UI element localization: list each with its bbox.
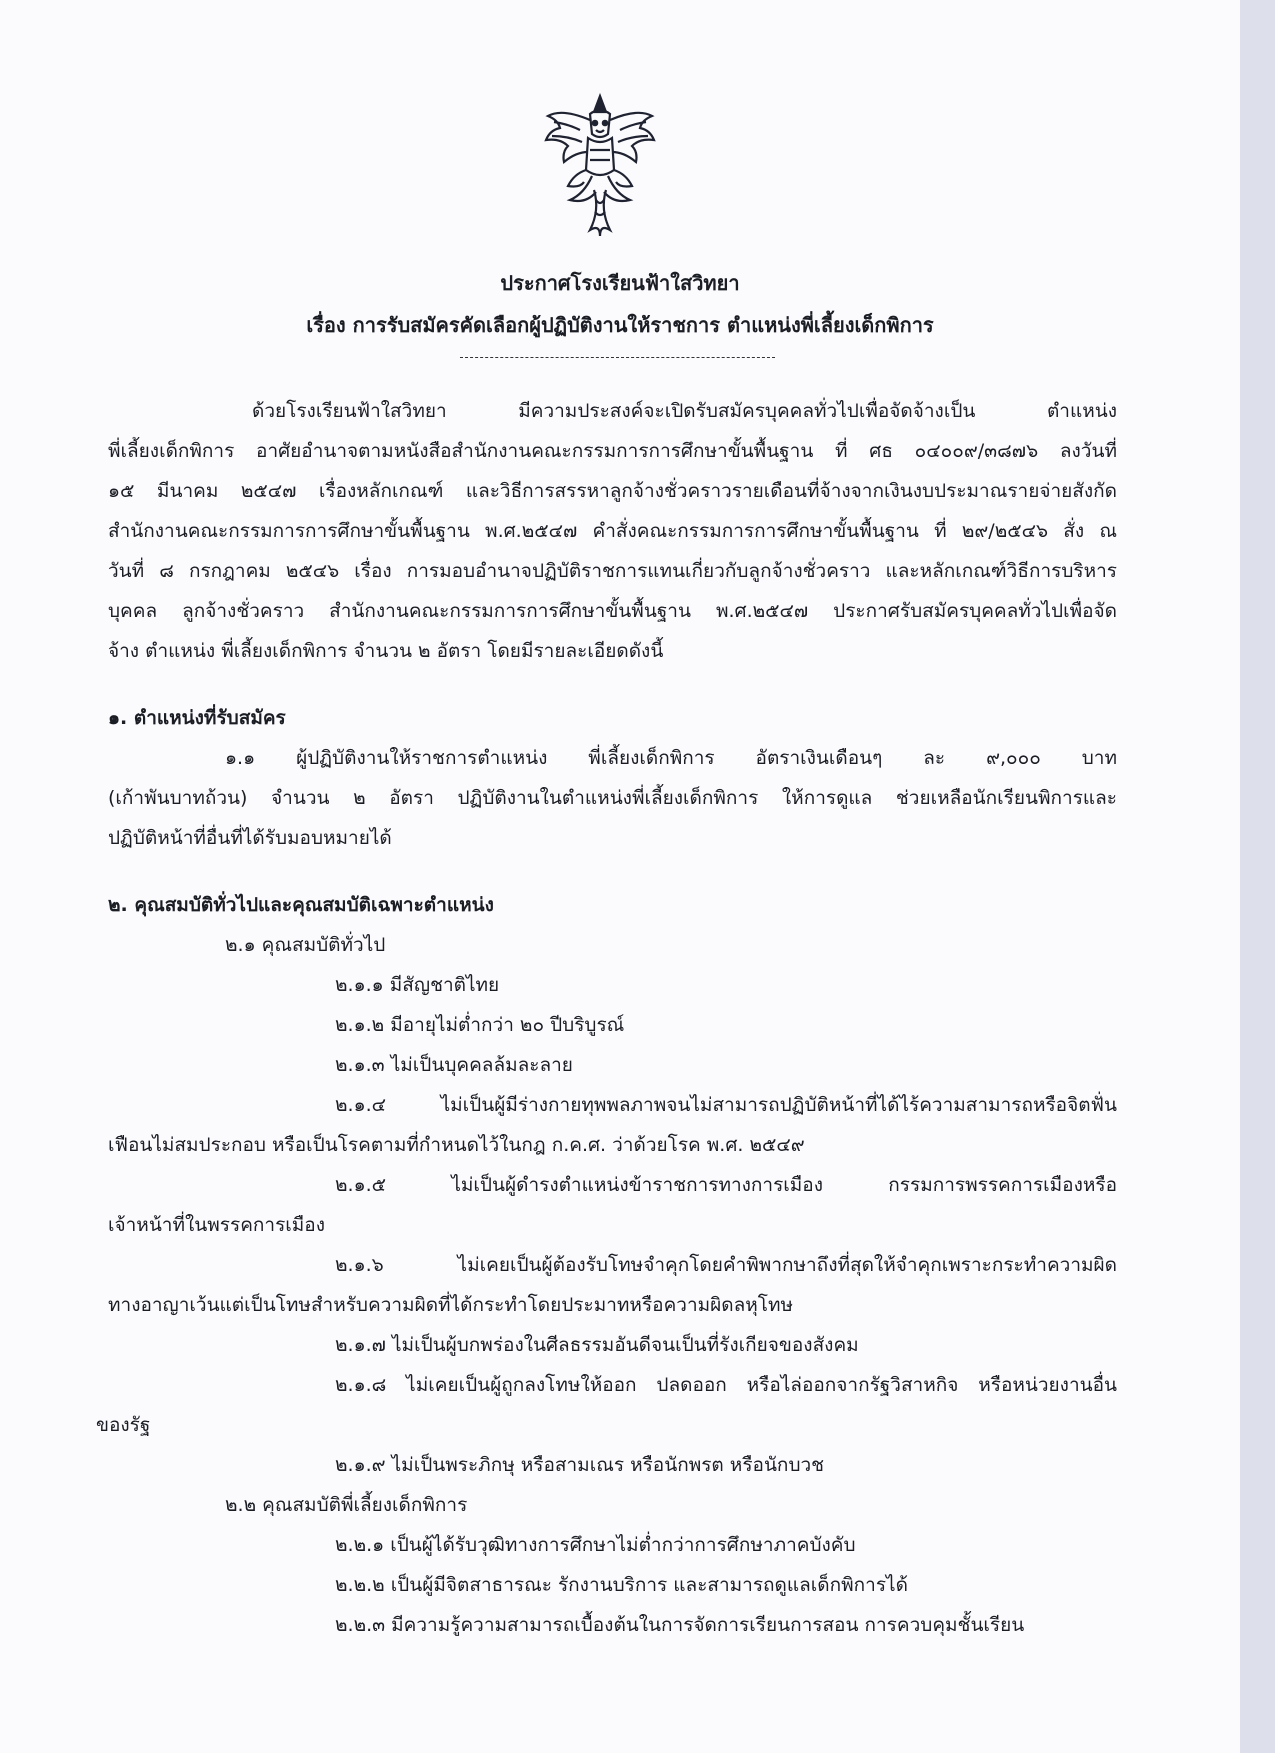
qualification-item: ๒.๒.๓ มีความรู้ความสามารถเบื้องต้นในการจัดการเรียนการสอน การควบคุมชั้นเรียน — [335, 1614, 1025, 1636]
title-divider — [460, 357, 775, 358]
section-1-heading: ๑. ตำแหน่งที่รับสมัคร — [108, 707, 286, 729]
qualification-item: ๒.๑.๔ ไม่เป็นผู้มีร่างกายทุพพลภาพจนไม่สามารถปฏิบัติหน้าที่ได้ไร้ความสามารถหรือจิตฟั่น — [335, 1094, 1117, 1116]
section-1-line: (เก้าพันบาทถ้วน) จำนวน ๒ อัตรา ปฏิบัติงานในตำแหน่งพี่เลี้ยงเด็กพิการ ให้การดูแล ช่วยเหลือนักเรียนพิการและ — [108, 787, 1117, 809]
qualification-item: ๒.๑.๘ ไม่เคยเป็นผู้ถูกลงโทษให้ออก ปลดออก หรือไล่ออกจากรัฐวิสาหกิจ หรือหน่วยงานอื่น — [335, 1374, 1117, 1396]
qualification-item-continued: ทางอาญาเว้นแต่เป็นโทษสำหรับความผิดที่ได้กระทำโดยประมาทหรือความผิดลหุโทษ — [108, 1294, 794, 1316]
qualification-item-continued: ของรัฐ — [96, 1414, 151, 1436]
intro-line: จ้าง ตำแหน่ง พี่เลี้ยงเด็กพิการ จำนวน ๒ อัตรา โดยมีรายละเอียดดังนี้ — [108, 640, 664, 662]
section-1-line: ปฏิบัติหน้าที่อื่นที่ได้รับมอบหมายได้ — [108, 827, 392, 849]
qualification-item: ๒.๑.๒ มีอายุไม่ต่ำกว่า ๒๐ ปีบริบูรณ์ — [335, 1014, 625, 1036]
qualification-item: ๒.๑.๓ ไม่เป็นบุคคลล้มละลาย — [335, 1054, 573, 1076]
page-edge — [1240, 0, 1275, 1753]
intro-line: สำนักงานคณะกรรมการการศึกษาขั้นพื้นฐาน พ.ศ.๒๕๔๗ คำสั่งคณะกรรมการการศึกษาขั้นพื้นฐาน ที่ ๒๙/๒๕๔๖ สั่ง ณ — [108, 520, 1117, 542]
section-1-line: ๑.๑ ผู้ปฏิบัติงานให้ราชการตำแหน่ง พี่เลี้ยงเด็กพิการ อัตราเงินเดือนๆ ละ ๙,๐๐๐ บาท — [225, 747, 1117, 769]
garuda-emblem-icon — [540, 90, 660, 240]
qualification-item: ๒.๑.๑ มีสัญชาติไทย — [335, 974, 500, 996]
subsection-2-2-heading: ๒.๒ คุณสมบัติพี่เลี้ยงเด็กพิการ — [225, 1494, 468, 1516]
intro-line: ด้วยโรงเรียนฟ้าใสวิทยา มีความประสงค์จะเปิดรับสมัครบุคคลทั่วไปเพื่อจัดจ้างเป็น ตำแหน่ง — [252, 400, 1117, 422]
intro-line: บุคคล ลูกจ้างชั่วคราว สำนักงานคณะกรรมการการศึกษาขั้นพื้นฐาน พ.ศ.๒๕๔๗ ประกาศรับสมัครบุคคลทั่วไปเพื่อจัด — [108, 600, 1117, 622]
qualification-item: ๒.๒.๑ เป็นผู้ได้รับวุฒิทางการศึกษาไม่ต่ำกว่าการศึกษาภาคบังคับ — [335, 1534, 856, 1556]
qualification-item-continued: เจ้าหน้าที่ในพรรคการเมือง — [108, 1214, 325, 1236]
qualification-item: ๒.๑.๕ ไม่เป็นผู้ดำรงตำแหน่งข้าราชการทางการเมือง กรรมการพรรคการเมืองหรือ — [335, 1174, 1117, 1196]
qualification-item: ๒.๑.๖ ไม่เคยเป็นผู้ต้องรับโทษจำคุกโดยคำพิพากษาถึงที่สุดให้จำคุกเพราะกระทำความผิด — [335, 1254, 1117, 1276]
qualification-item: ๒.๒.๒ เป็นผู้มีจิตสาธารณะ รักงานบริการ และสามารถดูแลเด็กพิการได้ — [335, 1574, 908, 1596]
section-2-heading: ๒. คุณสมบัติทั่วไปและคุณสมบัติเฉพาะตำแหน่ง — [108, 894, 494, 916]
intro-line: ๑๕ มีนาคม ๒๕๔๗ เรื่องหลักเกณฑ์ และวิธีการสรรหาลูกจ้างชั่วคราวรายเดือนที่จ้างจากเงินงบประมาณรายจ่ายสังกัด — [108, 480, 1117, 502]
document-subject: เรื่อง การรับสมัครคัดเลือกผู้ปฏิบัติงานให้ราชการ ตำแหน่งพี่เลี้ยงเด็กพิการ — [306, 313, 934, 337]
qualification-item: ๒.๑.๗ ไม่เป็นผู้บกพร่องในศีลธรรมอันดีจนเป็นที่รังเกียจของสังคม — [335, 1334, 859, 1356]
qualification-item-continued: เฟือนไม่สมประกอบ หรือเป็นโรคตามที่กำหนดไว้ในกฎ ก.ค.ศ. ว่าด้วยโรค พ.ศ. ๒๕๔๙ — [108, 1134, 805, 1156]
subsection-2-1-heading: ๒.๑ คุณสมบัติทั่วไป — [225, 934, 386, 956]
qualification-item: ๒.๑.๙ ไม่เป็นพระภิกษุ หรือสามเณร หรือนักพรต หรือนักบวช — [335, 1454, 825, 1476]
document-title: ประกาศโรงเรียนฟ้าใสวิทยา — [500, 271, 740, 295]
intro-line: พี่เลี้ยงเด็กพิการ อาศัยอำนาจตามหนังสือสำนักงานคณะกรรมการการศึกษาขั้นพื้นฐาน ที่ ศธ ๐๔๐๐๙/๓๘๗๖ ลงวันที่ — [108, 440, 1117, 462]
intro-line: วันที่ ๘ กรกฎาคม ๒๕๔๖ เรื่อง การมอบอำนาจปฏิบัติราชการแทนเกี่ยวกับลูกจ้างชั่วคราว และหลักเกณฑ์วิธีการบริหาร — [108, 560, 1117, 582]
